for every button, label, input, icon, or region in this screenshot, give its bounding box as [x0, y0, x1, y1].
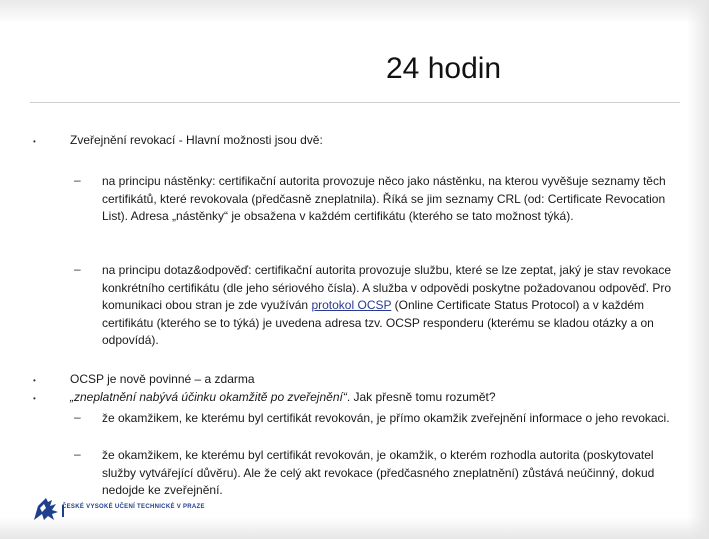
sub-interpretation-two: že okamžikem, ke kterému byl certifikát revokován, je okamžik, o kterém rozhodla autorita (poskytovatel služby vytvářející důvěru). Ale že celý akt revokace (předčasného zneplatnění) zůstává neúčinný, dokud nedojde ke zveřejnění.: [102, 448, 655, 498]
dash-marker: –: [74, 447, 81, 461]
sub-ocsp-text-after: (Online Certificate Status Protocol) a v každém certifikátu (kterého se to týká) je uvedena adresa tzv. OCSP responderu (kterému se kladou otázky a on odpovídá).: [102, 298, 654, 348]
bullet-dot: •: [33, 137, 36, 146]
bullet-dot: •: [33, 394, 36, 403]
dash-marker: –: [74, 410, 81, 424]
dash-marker: –: [74, 262, 81, 276]
bullet-revocation-publication: Zveřejnění revokací - Hlavní možnosti jsou dvě:: [70, 133, 323, 147]
dash-marker: –: [74, 173, 81, 187]
slide-title: 24 hodin: [386, 52, 502, 85]
slide-right-shadow: [687, 0, 709, 539]
university-name: ČESKÉ VYSOKÉ UČENÍ TECHNICKÉ V PRAZE: [62, 504, 205, 510]
sub-ocsp-query: [102, 262, 672, 350]
slide-top-shadow: [0, 0, 709, 24]
title-divider: [30, 102, 680, 103]
bullet-invalidation-effect: [70, 389, 670, 407]
sub-ocsp-text-before: na principu dotaz&odpověď: certifikační autorita provozuje službu, které se lze zeptat, jaký je stav revokace konkrétního certifikátu (dle jeho sériového čísla). A služba v odpovědi poskytne požadovanou odpověď. Pro komunikaci obou stran je zde využíván: [102, 263, 672, 313]
sub-interpretation-one: že okamžikem, ke kterému byl certifikát revokován, je přímo okamžik zveřejnění informace o jeho revokaci.: [102, 411, 670, 425]
bullet-dot: •: [33, 376, 36, 385]
invalidation-question: . Jak přesně tomu rozumět?: [346, 390, 496, 404]
ocsp-protocol-link[interactable]: protokol OCSP: [311, 298, 392, 313]
bullet-ocsp-mandatory: OCSP je nově povinné – a zdarma: [70, 372, 255, 386]
invalidation-quote: „zneplatnění nabývá účinku okamžitě po zveřejnění“: [70, 390, 347, 404]
sub-crl-noticeboard: na principu nástěnky: certifikační autorita provozuje něco jako nástěnku, na kterou vyvěšuje seznamy těch certifikátů, které revokovala (předčasně zneplatnila). Říká se jim seznamy CRL (od: Certificate Revocation List). Adresa „nástěnky“ je obsažena v každém certifikátu (kterého se tato možnost týká).: [102, 174, 666, 224]
